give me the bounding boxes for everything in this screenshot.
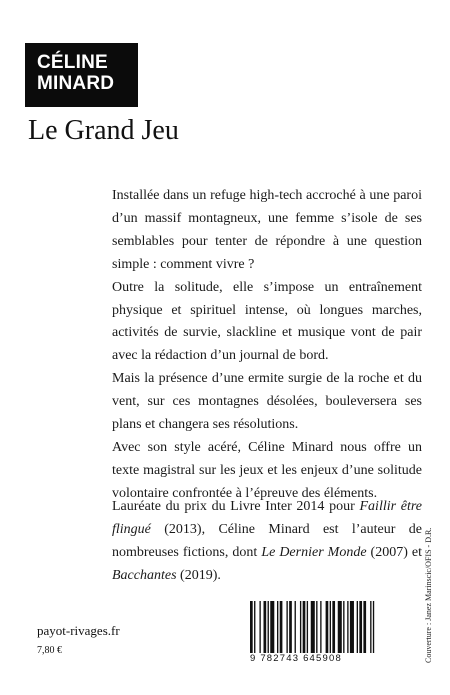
summary-paragraph: Outre la solitude, elle s’impose un entraînement physique et spirituel intense, où longues marches, activités de survie, slackline et musique vont de pair avec la rédaction d’un journal de bord. <box>112 279 422 364</box>
author-first-name: CÉLINE <box>37 52 108 73</box>
author-name-block <box>25 43 138 107</box>
bio-text: (2007) et <box>366 544 423 560</box>
author-bio <box>112 496 422 588</box>
bio-text: (2019). <box>176 567 221 583</box>
author-last-name: MINARD <box>37 73 115 94</box>
bio-work-title: Faillir être flingué <box>112 499 423 537</box>
barcode-number: 9 782743 645908 <box>250 653 342 664</box>
publisher-url: payot-rivages.fr <box>37 623 120 638</box>
bio-text: Lauréate du prix du Livre Inter 2014 pour <box>112 499 360 514</box>
bio-work-title: Le Dernier Monde <box>261 544 367 560</box>
summary-paragraph: Mais la présence d’une ermite surgie de la roche et du vent, sur ces montagnes désolées, bouleversera ses plans et changera ses résolutions. <box>112 371 422 433</box>
summary-paragraph: Avec son style acéré, Céline Minard nous offre un texte magistral sur les jeux et les enjeux d’une solitude volontaire confrontée à l’épreuve des éléments. <box>112 439 422 501</box>
barcode-icon <box>250 601 413 653</box>
summary-paragraph: Installée dans un refuge high-tech accroché à une paroi d’un massif montagneux, une femme s’isole de ses semblables pour tenter de répondre à une question simple : comment vivre ? <box>112 188 422 272</box>
bio-work-title: Bacchantes <box>112 567 177 583</box>
bio-text: (2013), Céline Minard est l’auteur de nombreuses fictions, dont <box>112 521 422 560</box>
book-summary <box>112 185 422 506</box>
cover-credit: Couverture : Janez Marinscic/OFIS - D.R. <box>424 527 433 663</box>
book-title: Le Grand Jeu <box>28 115 179 146</box>
price: 7,80 € <box>37 645 62 656</box>
